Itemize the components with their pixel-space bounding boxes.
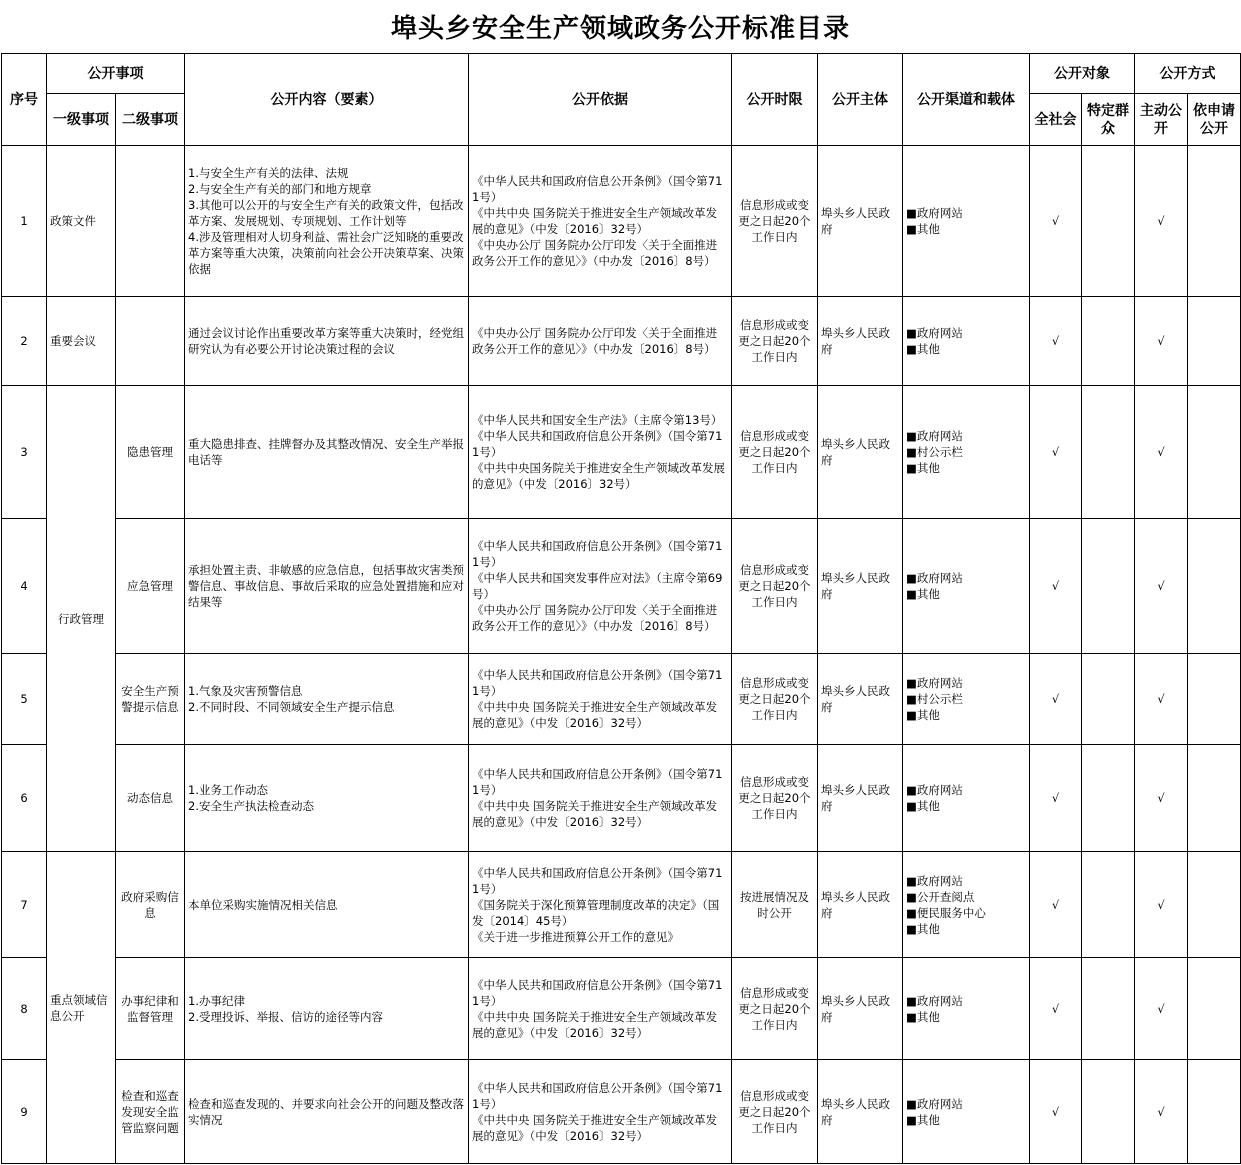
content-line: 1.业务工作动态	[188, 783, 268, 797]
row-timeline: 信息形成或变更之日起20个工作日内	[732, 745, 818, 852]
table-row	[2, 519, 1241, 654]
row-channels	[903, 297, 1030, 386]
channel-item: ■村公示栏	[906, 692, 963, 706]
channel-item: ■其他	[906, 587, 940, 601]
row-level2: 隐患管理	[116, 386, 185, 519]
header-timeline: 公开时限	[732, 54, 818, 146]
channel-item: ■其他	[906, 1009, 940, 1024]
row-level1: 政策文件	[47, 146, 116, 297]
content-line: 2.与安全生产有关的部门和地方规章	[188, 182, 372, 196]
check-public-all: √	[1030, 386, 1082, 519]
channel-item: ■其他	[906, 1112, 940, 1127]
header-subject: 公开主体	[818, 54, 903, 146]
check-proactive: √	[1135, 386, 1188, 519]
basis-line: 《关于进一步推进预算公开工作的意见》	[472, 929, 679, 944]
basis-line: 《中共中央 国务院关于推进安全生产领域改革发展的意见》（中发〔2016〕32号）	[472, 1009, 718, 1040]
basis-line: 《中共中央 国务院关于推进安全生产领域改革发展的意见》（中发〔2016〕32号）	[472, 1112, 718, 1143]
content-line: 1.气象及灾害预警信息	[188, 684, 303, 698]
row-timeline: 信息形成或变更之日起20个工作日内	[732, 958, 818, 1060]
row-subject: 埠头乡人民政府	[818, 654, 903, 745]
channel-item: ■政府网站	[906, 326, 963, 340]
table-header	[2, 54, 1241, 146]
header-method-group: 公开方式	[1135, 54, 1241, 94]
basis-line: 《中共中央 国务院关于推进安全生产领域改革发展的意见》（中发〔2016〕32号）	[472, 700, 718, 730]
row-basis	[469, 386, 732, 519]
row-level2: 检查和巡查发现安全监管监察问题	[116, 1060, 185, 1164]
basis-line: 《中华人民共和国政府信息公开条例》（国令第711号）	[472, 174, 723, 204]
channel-item: ■其他	[906, 921, 940, 936]
row-seq: 8	[2, 958, 47, 1060]
row-level2: 办事纪律和监督管理	[116, 958, 185, 1060]
row-subject: 埠头乡人民政府	[818, 958, 903, 1060]
group-admin: 行政管理	[47, 386, 116, 852]
basis-line: 《中华人民共和国安全生产法》（主席令第13号）	[472, 413, 723, 427]
channel-item: ■政府网站	[906, 676, 963, 690]
content-line: 1.办事纪律	[188, 993, 245, 1008]
check-public-all: √	[1030, 519, 1082, 654]
header-level1: 一级事项	[47, 94, 116, 146]
check-specific-group	[1082, 852, 1135, 958]
row-timeline: 按进展情况及时公开	[732, 852, 818, 958]
header-specific-group: 特定群众	[1082, 94, 1135, 146]
check-specific-group	[1082, 519, 1135, 654]
row-channels	[903, 852, 1030, 958]
header-on-request: 依申请公开	[1188, 94, 1241, 146]
check-specific-group	[1082, 745, 1135, 852]
channel-item: ■政府网站	[906, 571, 963, 585]
channel-item: ■其他	[906, 461, 940, 475]
basis-line: 《中华人民共和国政府信息公开条例》（国令第711号）	[472, 668, 723, 698]
row-seq: 5	[2, 654, 47, 745]
row-seq: 7	[2, 852, 47, 958]
channel-item: ■其他	[906, 342, 940, 356]
check-proactive: √	[1135, 745, 1188, 852]
content-line: 2.不同时段、不同领域安全生产提示信息	[188, 700, 395, 714]
check-specific-group	[1082, 386, 1135, 519]
row-basis	[469, 519, 732, 654]
row-content	[185, 958, 469, 1060]
basis-line: 《中共中央国务院关于推进安全生产领域改革发展的意见》（中发〔2016〕32号）	[472, 461, 725, 491]
table-row	[2, 1060, 1241, 1164]
row-level2: 安全生产预警提示信息	[116, 654, 185, 745]
table-row	[2, 297, 1241, 386]
check-specific-group	[1082, 297, 1135, 386]
header-content: 公开内容（要素）	[185, 54, 469, 146]
check-on-request	[1188, 1060, 1241, 1164]
check-on-request	[1188, 519, 1241, 654]
channel-item: ■公开查阅点	[906, 889, 975, 904]
row-content	[185, 519, 469, 654]
group-key-info: 重点领域信息公开	[47, 852, 116, 1164]
check-on-request	[1188, 852, 1241, 958]
row-subject: 埠头乡人民政府	[818, 1060, 903, 1164]
check-public-all: √	[1030, 146, 1082, 297]
channel-item: ■政府网站	[906, 206, 963, 220]
row-channels	[903, 1060, 1030, 1164]
row-seq: 4	[2, 519, 47, 654]
row-content	[185, 654, 469, 745]
row-channels	[903, 519, 1030, 654]
table-row	[2, 745, 1241, 852]
row-level2: 动态信息	[116, 745, 185, 852]
check-on-request	[1188, 745, 1241, 852]
basis-line: 《中共中央 国务院关于推进安全生产领域改革发展的意见》（中发〔2016〕32号）	[472, 206, 718, 236]
header-seq: 序号	[2, 54, 47, 146]
table-body	[2, 146, 1241, 1164]
check-proactive: √	[1135, 519, 1188, 654]
header-basis: 公开依据	[469, 54, 732, 146]
row-subject: 埠头乡人民政府	[818, 297, 903, 386]
check-public-all: √	[1030, 297, 1082, 386]
row-channels	[903, 958, 1030, 1060]
channel-item: ■政府网站	[906, 1096, 963, 1111]
row-timeline: 信息形成或变更之日起20个工作日内	[732, 654, 818, 745]
row-subject: 埠头乡人民政府	[818, 852, 903, 958]
check-proactive: √	[1135, 1060, 1188, 1164]
row-subject: 埠头乡人民政府	[818, 745, 903, 852]
basis-line: 《中央办公厅 国务院办公厅印发〈关于全面推进政务公开工作的意见〉》（中办发〔2016〕8号）	[472, 238, 718, 268]
check-specific-group	[1082, 146, 1135, 297]
check-specific-group	[1082, 958, 1135, 1060]
row-level2: 应急管理	[116, 519, 185, 654]
check-on-request	[1188, 386, 1241, 519]
row-timeline: 信息形成或变更之日起20个工作日内	[732, 146, 818, 297]
header-audience-group: 公开对象	[1030, 54, 1135, 94]
basis-line: 《中央办公厅 国务院办公厅印发〈关于全面推进政务公开工作的意见〉》（中办发〔2016〕8号）	[472, 603, 718, 633]
row-content	[185, 745, 469, 852]
row-subject: 埠头乡人民政府	[818, 146, 903, 297]
row-content	[185, 1060, 469, 1164]
header-public-all: 全社会	[1030, 94, 1082, 146]
channel-item: ■村公示栏	[906, 445, 963, 459]
row-channels	[903, 654, 1030, 745]
row-seq: 2	[2, 297, 47, 386]
channel-item: ■其他	[906, 799, 940, 813]
header-channel: 公开渠道和载体	[903, 54, 1030, 146]
row-seq: 1	[2, 146, 47, 297]
check-public-all: √	[1030, 852, 1082, 958]
row-subject: 埠头乡人民政府	[818, 386, 903, 519]
row-timeline: 信息形成或变更之日起20个工作日内	[732, 297, 818, 386]
header-level2: 二级事项	[116, 94, 185, 146]
channel-item: ■政府网站	[906, 873, 963, 888]
basis-line: 《中华人民共和国突发事件应对法》（主席令第69号）	[472, 571, 723, 601]
row-channels	[903, 146, 1030, 297]
row-content	[185, 146, 469, 297]
check-public-all: √	[1030, 1060, 1082, 1164]
row-basis	[469, 1060, 732, 1164]
channel-item: ■政府网站	[906, 993, 963, 1008]
directory-table	[1, 53, 1241, 1164]
check-proactive: √	[1135, 654, 1188, 745]
row-basis	[469, 958, 732, 1060]
check-proactive: √	[1135, 297, 1188, 386]
basis-line: 《中华人民共和国政府信息公开条例》（国令第711号）	[472, 865, 723, 896]
check-on-request	[1188, 146, 1241, 297]
row-seq: 9	[2, 1060, 47, 1164]
row-basis	[469, 745, 732, 852]
row-basis	[469, 654, 732, 745]
check-proactive: √	[1135, 958, 1188, 1060]
content-line: 本单位采购实施情况相关信息	[188, 897, 338, 912]
row-level2	[116, 297, 185, 386]
row-seq: 3	[2, 386, 47, 519]
row-level2: 政府采购信息	[116, 852, 185, 958]
basis-line: 《中共中央 国务院关于推进安全生产领域改革发展的意见》（中发〔2016〕32号）	[472, 799, 718, 829]
basis-line: 《中央办公厅 国务院办公厅印发〈关于全面推进政务公开工作的意见〉》（中办发〔2016〕8号）	[472, 326, 718, 356]
channel-item: ■其他	[906, 708, 940, 722]
table-row	[2, 654, 1241, 745]
channel-item: ■政府网站	[906, 783, 963, 797]
row-content	[185, 297, 469, 386]
basis-line: 《中华人民共和国政府信息公开条例》（国令第711号）	[472, 1080, 723, 1111]
basis-line: 《中华人民共和国政府信息公开条例》（国令第711号）	[472, 767, 723, 797]
table-row	[2, 852, 1241, 958]
channel-item: ■其他	[906, 222, 940, 236]
basis-line: 《中华人民共和国政府信息公开条例》（国令第711号）	[472, 429, 723, 459]
header-items-group: 公开事项	[47, 54, 185, 94]
row-seq: 6	[2, 745, 47, 852]
content-line: 通过会议讨论作出重要改革方案等重大决策时，经党组研究认为有必要公开讨论决策过程的会议	[188, 326, 464, 356]
check-proactive: √	[1135, 146, 1188, 297]
check-on-request	[1188, 654, 1241, 745]
content-line: 3.其他可以公开的与安全生产有关的政策文件，包括改革方案、发展规划、专项规划、工作计划等	[188, 198, 464, 228]
content-line: 2.受理投诉、举报、信访的途径等内容	[188, 1009, 383, 1024]
content-line: 重大隐患排查、挂牌督办及其整改情况、安全生产举报电话等	[188, 437, 464, 467]
check-on-request	[1188, 297, 1241, 386]
row-timeline: 信息形成或变更之日起20个工作日内	[732, 1060, 818, 1164]
check-public-all: √	[1030, 654, 1082, 745]
row-level1: 重要会议	[47, 297, 116, 386]
row-timeline: 信息形成或变更之日起20个工作日内	[732, 386, 818, 519]
channel-item: ■政府网站	[906, 429, 963, 443]
row-basis	[469, 297, 732, 386]
header-proactive: 主动公开	[1135, 94, 1188, 146]
row-basis	[469, 146, 732, 297]
basis-line: 《中华人民共和国政府信息公开条例》（国令第711号）	[472, 977, 723, 1008]
basis-line: 《中华人民共和国政府信息公开条例》（国令第711号）	[472, 539, 723, 569]
basis-line: 《国务院关于深化预算管理制度改革的决定》（国发〔2014〕45号）	[472, 897, 720, 928]
row-content	[185, 852, 469, 958]
row-subject: 埠头乡人民政府	[818, 519, 903, 654]
check-public-all: √	[1030, 958, 1082, 1060]
table-row	[2, 386, 1241, 519]
check-proactive: √	[1135, 852, 1188, 958]
content-line: 检查和巡查发现的、并要求向社会公开的问题及整改落实情况	[188, 1096, 464, 1127]
row-timeline: 信息形成或变更之日起20个工作日内	[732, 519, 818, 654]
channel-item: ■便民服务中心	[906, 905, 986, 920]
content-line: 1.与安全生产有关的法律、法规	[188, 166, 349, 180]
row-channels	[903, 386, 1030, 519]
content-line: 2.安全生产执法检查动态	[188, 799, 314, 813]
row-channels	[903, 745, 1030, 852]
content-line: 承担处置主责、非敏感的应急信息，包括事故灾害类预警信息、事故信息、事故后采取的应急处置措施和应对结果等	[188, 563, 464, 609]
table-row	[2, 146, 1241, 297]
content-line: 4.涉及管理相对人切身利益、需社会广泛知晓的重要改革方案等重大决策，决策前向社会公开决策草案、决策依据	[188, 230, 464, 276]
check-specific-group	[1082, 1060, 1135, 1164]
check-specific-group	[1082, 654, 1135, 745]
page-title: 埠头乡安全生产领域政务公开标准目录	[390, 13, 850, 44]
check-public-all: √	[1030, 745, 1082, 852]
row-content	[185, 386, 469, 519]
check-on-request	[1188, 958, 1241, 1060]
table-row	[2, 958, 1241, 1060]
row-level2	[116, 146, 185, 297]
row-basis	[469, 852, 732, 958]
